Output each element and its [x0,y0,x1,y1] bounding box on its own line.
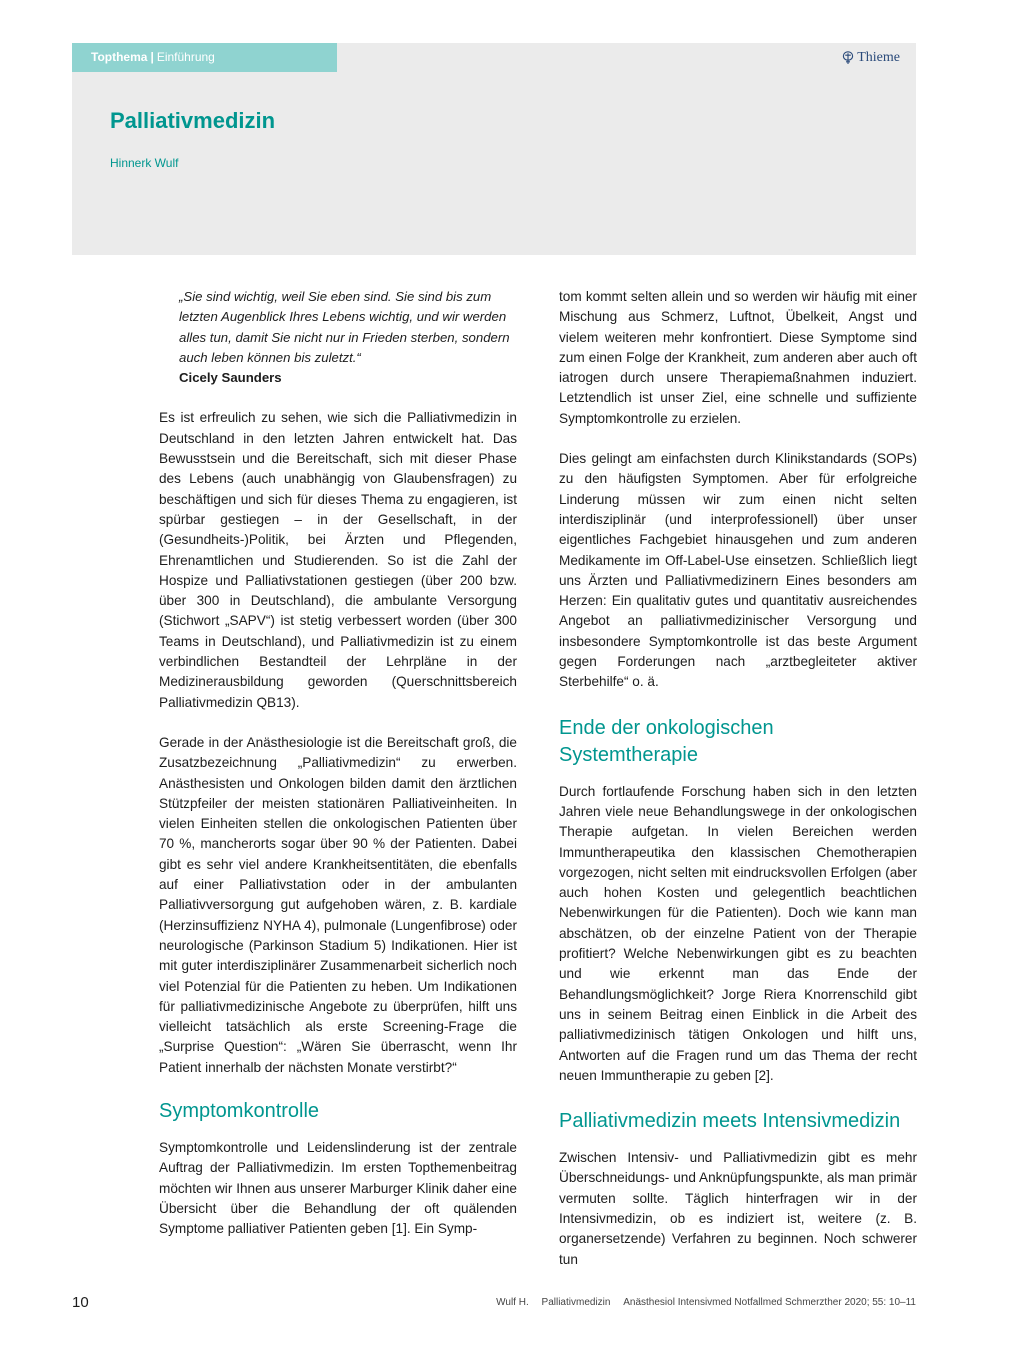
right-column [559,287,917,1270]
body-paragraph: Durch fortlaufende Forschung haben sich in den letzten Jahren viele neue Behandlungswege in der onkologischen Therapie aufgetan. In vielen Bereichen werden Immuntherapeutika den klassischen Chemotherapien vorgezogen, nicht selten mit eindrucksvollen Erfolgen (aber auch hohen Kosten und gelegentlich beachtlichen Nebenwirkungen für die Patienten). Doch wie kann man abschätzen, ob der einzelne Patient von der Therapie profitiert? Welche Nebenwirkungen gibt es zu beachten und wie erkennt man das Ende der Behandlungsmöglichkeit? Jorge Riera Knorrenschild gibt uns in seinem Beitrag einen Einblick in die Arbeit des palliativmedizinisch tätigen Onkologen und hilft uns, Antworten auf die Fragen rund um das Thema der recht neuen Immuntherapie zu geben [2]. [559,783,917,1083]
publisher-logo [842,50,900,66]
footer-article: Palliativmedizin [541,1297,611,1308]
article-author: Hinnerk Wulf [110,156,179,170]
quote-author: Cicely Saunders [179,370,282,386]
body-paragraph: Zwischen Intensiv- und Palliativmedizin gibt es mehr Überschneidungs- und Anknüpfungspunkte, als man primär vermuten sollte. Täglich hinterfragen wir in der Intensivmedizin, ob es indiziert ist, weitere (z. B. organersetzende) Verfahren zu beginnen. Noch schwerer tun [559,1150,917,1267]
body-paragraph: tom kommt selten allein und so werden wir häufig mit einer Mischung aus Schmerz, Luftnot, Übelkeit, Angst und vielem weiteren mehr konfrontiert. Diese Symptome sind zum einen Folge der Krankheit, zum anderen aber auch oft iatrogen durch unsere Therapiemaßnahmen induziert. Letztendlich ist unser Ziel, eine schnelle und suffiziente Symptomkontrolle zu erzielen. [559,289,917,426]
left-column [159,287,517,1239]
epigraph-quote [179,287,517,388]
footer-citation [496,1297,916,1308]
body-paragraph: Gerade in der Anästhesiologie ist die Bereitschaft groß, die Zusatzbezeichnung „Palliativmedizin“ zu erwerben. Anästhesisten und Onkologen bilden damit den ärztlichen Stützpfeiler der meisten stationären Palliativeinheiten. In vielen Einheiten stellen die onkologischen Patienten über 70 %, mancherorts sogar über 90 % der Patienten. Dabei gibt es sehr viel andere Krankheitsentitäten, die ebenfalls auf einer Palliativstation oder in der ambulanten Palliativversorgung gut aufgehoben wären, z. B. kardiale (Herzinsuffizienz NYHA 4), pulmonale (Lungenfibrose) oder neurologische (Parkinson Stadium 5) Indikationen. Hier ist mit guter interdisziplinärer Zusammenarbeit sicherlich noch viel Potenzial für die Patienten zu heben. Um Indikationen für palliativmedizinische Angebote zu überprüfen, hilft uns vielleicht tatsächlich als erste Screening-Frage die „Surprise Question“: „Wären Sie überrascht, wenn Ihr Patient innerhalb der nächsten Monate verstirbt?“ [159,734,517,1075]
section-heading-symptomkontrolle: Symptomkontrolle [159,1099,320,1122]
footer-author: Wulf H. [496,1297,529,1308]
footer-journal: Anästhesiol Intensivmed Notfallmed Schmerzther 2020; 55: 10–11 [623,1297,916,1308]
quote-text: „Sie sind wichtig, weil Sie eben sind. Sie sind bis zum letzten Augenblick Ihres Lebens wichtig, und wir werden alles tun, damit Sie nicht nur in Frieden sterben, sondern auch leben können bis zuletzt.“ [179,289,510,365]
section-tab [72,43,337,72]
section-separator: | [150,50,154,64]
body-paragraph: Dies gelingt am einfachsten durch Klinikstandards (SOPs) zu den häufigsten Symptomen. Aber für erfolgreiche Linderung müssen wir zum einen nicht selten interdisziplinär (und interprofessionell) über unser eigentliches Fachgebiet hinausgehen und zum anderen Medikamente im Off-Label-Use einsetzen. Schließlich liegt uns Ärzten und Palliativmedizinern Eines besonders am Herzen: Ein qualitativ gutes und quantitativ ausreichendes Angebot an palliativmedizinischer Versorgung und insbesondere Symptomkontrolle ist das beste Argument gegen Forderungen nach „arztbegleiteter aktiver Sterbehilfe“ o. ä. [559,451,917,690]
section-heading-intensivmedizin: Palliativmedizin meets Intensivmedizin [559,1110,901,1133]
section-label: Topthema [91,50,148,64]
section-heading-onkologie: Ende der onkologischen Systemtherapie [559,716,774,766]
page-number: 10 [72,1294,89,1311]
subsection-label: Einführung [156,50,215,64]
body-paragraph: Symptomkontrolle und Leidenslinderung ist der zentrale Auftrag der Palliativmedizin. Im ersten Topthemenbeitrag möchten wir Ihnen aus unserer Marburger Klinik daher eine Übersicht über die Behandlung der oft quälenden Symptome palliativer Patienten geben [1]. Ein Symp- [159,1139,517,1237]
article-title: Palliativmedizin [110,108,276,133]
body-paragraph: Es ist erfreulich zu sehen, wie sich die Palliativmedizin in Deutschland in den letzten Jahren entwickelt hat. Das Bewusstsein und die Bereitschaft, sich mit dieser Phase des Lebens (auch unabhängig von Glaubensfragen) zu beschäftigen und sich für dieses Thema zu engagieren, ist spürbar gestiegen – in der Gesellschaft, in der (Gesundheits-)Politik, bei Ärzten und Pflegenden, Ehrenamtlichen und Studierenden. So ist die Zahl der Hospize und Palliativstationen gestiegen (über 200 bzw. über 300 in Deutschland), die ambulante Versorgung (Stichwort „SAPV“) ist stetig verbessert worden (über 300 Teams in Deutschland), und Palliativmedizin ist zu einem verbindlichen Bestandteil der Lehrpläne in der Medizinerausbildung geworden (Querschnittsbereich Palliativmedizin QB13). [159,410,517,710]
header-band [72,43,916,255]
thieme-logo-icon [842,51,854,65]
publisher-name: Thieme [857,50,900,65]
